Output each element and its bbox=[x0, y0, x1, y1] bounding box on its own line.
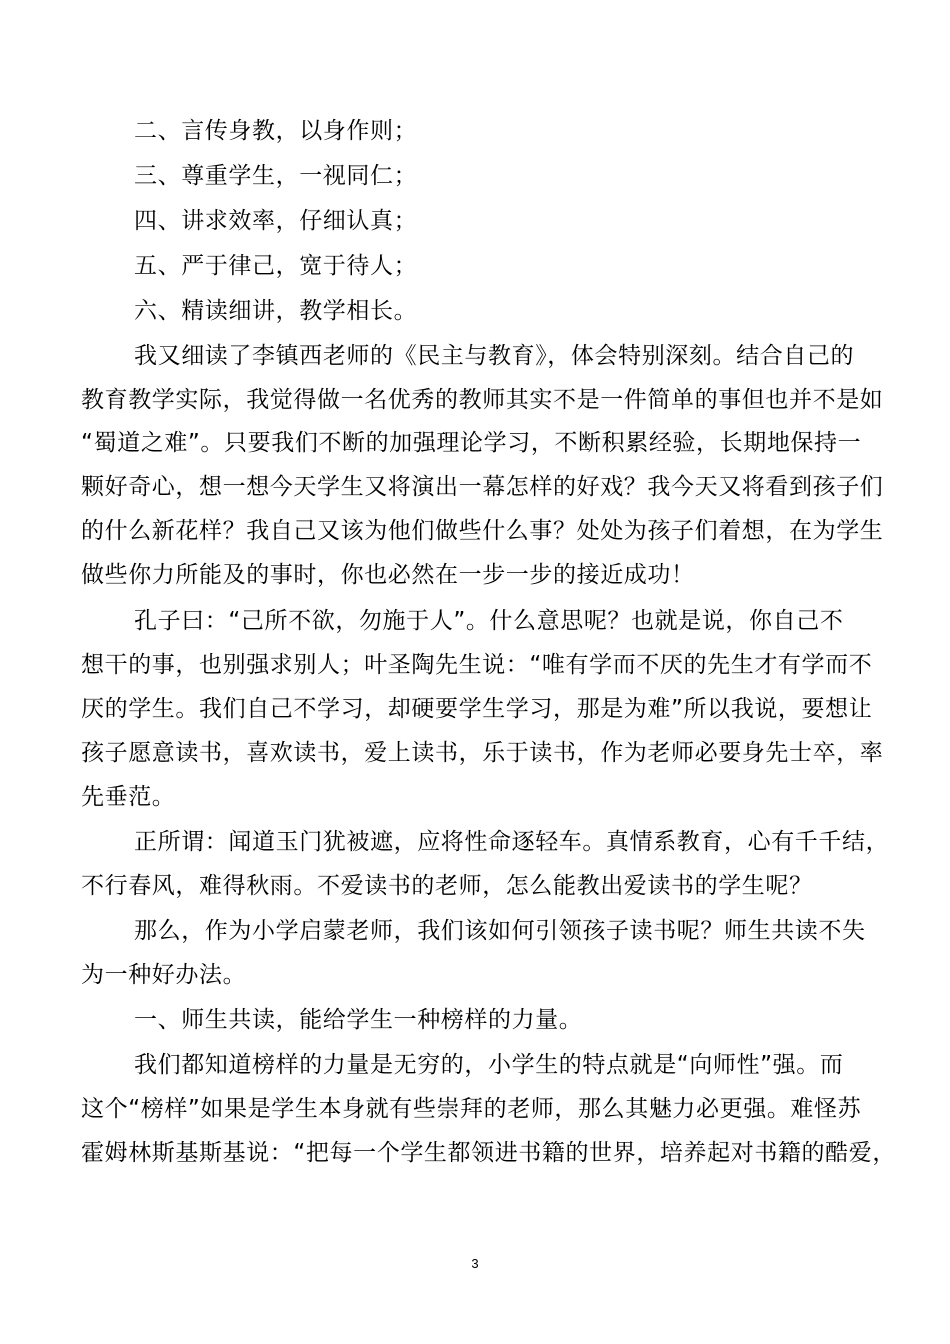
paragraph-line: 为一种好办法。 bbox=[81, 962, 247, 988]
paragraph-line: 这个“榜样”如果是学生本身就有些崇拜的老师，那么其魅力必更强。难怪苏 bbox=[81, 1096, 862, 1122]
paragraph-line: 厌的学生。我们自己不学习，却硬要学生学习，那是为难”所以我说，要想让 bbox=[81, 696, 873, 722]
paragraph-line: 我们都知道榜样的力量是无穷的，小学生的特点就是“向师性”强。而 bbox=[134, 1052, 844, 1078]
list-item: 三、尊重学生，一视同仁； bbox=[134, 163, 418, 189]
list-item: 六、精读细讲，教学相长。 bbox=[134, 298, 418, 324]
paragraph-line: 教育教学实际，我觉得做一名优秀的教师其实不是一件简单的事但也并不是如 bbox=[81, 387, 884, 413]
paragraph-line: 孔子曰：“己所不欲，勿施于人”。什么意思呢？也就是说，你自己不 bbox=[134, 608, 844, 634]
paragraph-line: 正所谓：闻道玉门犹被遮，应将性命逐轻车。真情系教育，心有千千结， bbox=[134, 829, 890, 855]
list-item: 四、讲求效率，仔细认真； bbox=[134, 208, 418, 234]
paragraph-line: 孩子愿意读书，喜欢读书，爱上读书，乐于读书，作为老师必要身先士卒，率 bbox=[81, 740, 884, 766]
paragraph-line: 不行春风，难得秋雨。不爱读书的老师，怎么能教出爱读书的学生呢？ bbox=[81, 873, 813, 899]
paragraph-line: 的什么新花样？我自己又该为他们做些什么事？处处为孩子们着想，在为学生 bbox=[81, 518, 884, 544]
list-item: 二、言传身教，以身作则； bbox=[134, 118, 418, 144]
paragraph-line: 颗好奇心，想一想今天学生又将演出一幕怎样的好戏？我今天又将看到孩子们 bbox=[81, 474, 884, 500]
list-item: 五、严于律己，宽于待人； bbox=[134, 253, 418, 279]
paragraph-line: 做些你力所能及的事时，你也必然在一步一步的接近成功！ bbox=[81, 562, 695, 588]
paragraph-line: 那么，作为小学启蒙老师，我们该如何引领孩子读书呢？师生共读不失 bbox=[134, 918, 866, 944]
paragraph-line: 想干的事，也别强求别人；叶圣陶先生说：“唯有学而不厌的先生才有学而不 bbox=[81, 652, 873, 678]
paragraph-line: “蜀道之难”。只要我们不断的加强理论学习，不断积累经验，长期地保持一 bbox=[81, 430, 862, 456]
section-heading: 一、师生共读，能给学生一种榜样的力量。 bbox=[134, 1007, 583, 1033]
paragraph-line: 我又细读了李镇西老师的《民主与教育》，体会特别深刻。结合自己的 bbox=[134, 343, 855, 369]
page-number: 3 bbox=[471, 1256, 479, 1271]
paragraph-line: 霍姆林斯基斯基说：“把每一个学生都领进书籍的世界，培养起对书籍的酷爱， bbox=[81, 1140, 896, 1166]
paragraph-line: 先垂范。 bbox=[81, 784, 176, 810]
